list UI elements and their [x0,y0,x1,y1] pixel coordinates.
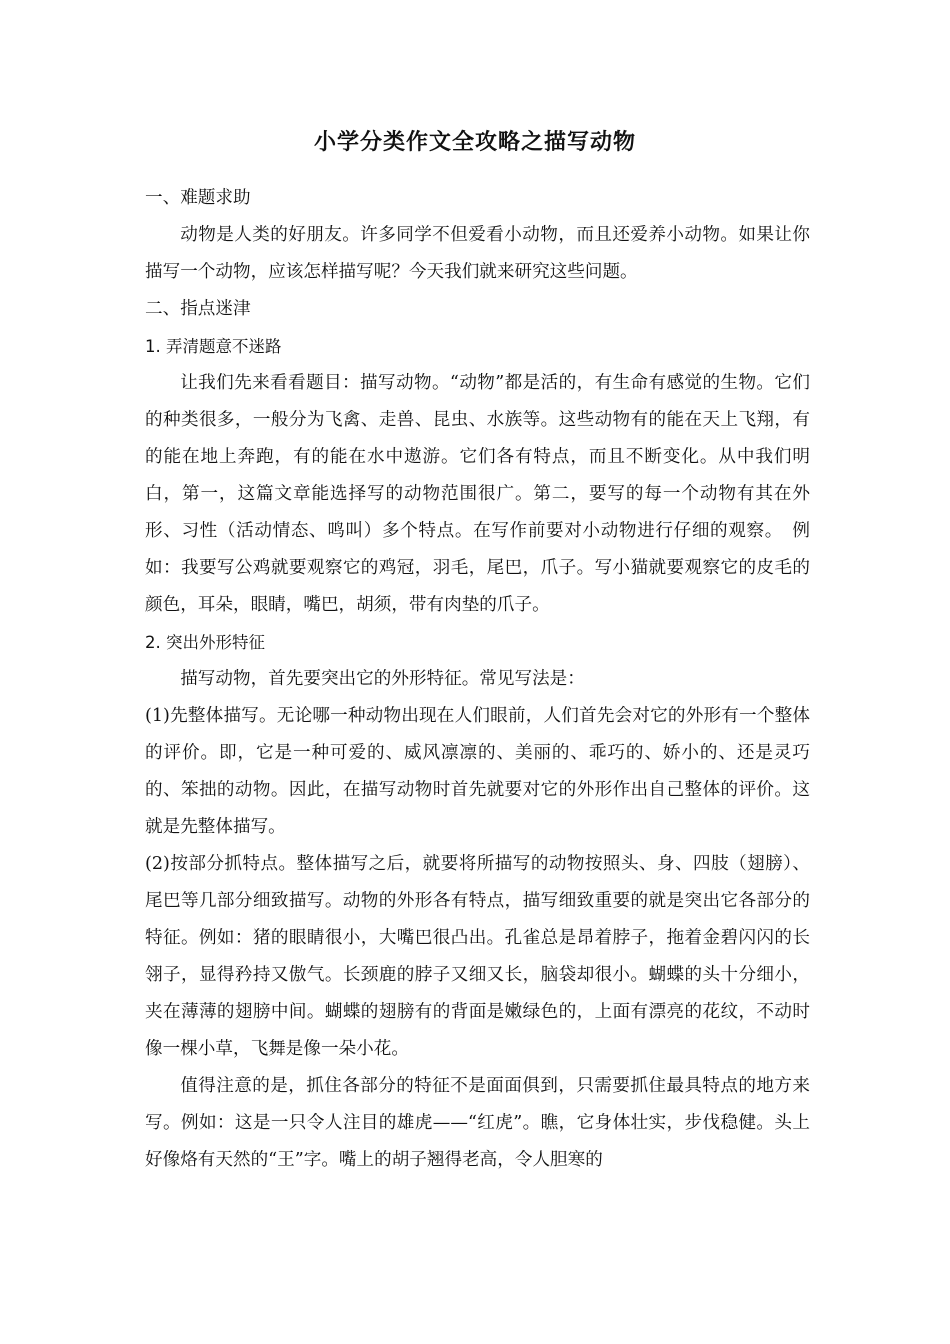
point-overall-description: (1)先整体描写。无论哪一种动物出现在人们眼前，人们首先会对它的外形有一个整体的评价。即，它是一种可爱的、威风凛凛的、美丽的、乖巧的、娇小的、还是灵巧的、笨拙的动物。因此，在描写动物时首先就要对它的外形作出自己整体的评价。这就是先整体描写。 [145,706,810,837]
document-body [145,180,810,1179]
subheading-appearance: 2. 突出外形特征 [145,633,265,652]
section-heading-problem: 一、难题求助 [145,188,251,208]
section-heading-guidance: 二、指点迷津 [145,299,251,319]
note-paragraph: 值得注意的是，抓住各部分的特征不是面面俱到，只需要抓住最具特点的地方来写。例如：这是一只令人注目的雄虎——“红虎”。瞧，它身体壮实，步伐稳健。头上好像烙有天然的“王”字。嘴上的胡子翘得老高，令人胆寒的 [145,1076,810,1170]
intro-paragraph: 动物是人类的好朋友。许多同学不但爱看小动物，而且还爱养小动物。如果让你描写一个动物，应该怎样描写呢？今天我们就来研究这些问题。 [145,225,810,282]
subheading-understand-topic: 1. 弄清题意不迷路 [145,337,282,356]
point-part-features: (2)按部分抓特点。整体描写之后，就要将所描写的动物按照头、身、四肢（翅膀）、尾巴等几部分细致描写。动物的外形各有特点，描写细致重要的就是突出它各部分的特征。例如：猪的眼睛很小，大嘴巴很凸出。孔雀总是昂着脖子，拖着金碧闪闪的长翎子，显得矜持又傲气。长颈鹿的脖子又细又长，脑袋却很小。蝴蝶的头十分细小，夹在薄薄的翅膀中间。蝴蝶的翅膀有的背面是嫩绿色的，上面有漂亮的花纹，不动时像一棵小草，飞舞是像一朵小花。 [145,854,810,1059]
appearance-intro-paragraph: 描写动物，首先要突出它的外形特征。常见写法是： [180,669,585,689]
document-title: 小学分类作文全攻略之描写动物 [313,130,636,155]
topic-analysis-paragraph: 让我们先来看看题目：描写动物。“动物”都是活的，有生命有感觉的生物。它们的种类很多，一般分为飞禽、走兽、昆虫、水族等。这些动物有的能在天上飞翔，有的能在地上奔跑，有的能在水中遨游。它们各有特点，而且不断变化。从中我们明白，第一，这篇文章能选择写的动物范围很广。第二，要写的每一个动物有其在外形、习性（活动情态、鸣叫）多个特点。在写作前要对小动物进行仔细的观察。 例如：我要写公鸡就要观察它的鸡冠，羽毛，尾巴，爪子。写小猫就要观察它的皮毛的颜色，耳朵，眼睛，嘴巴，胡须，带有肉垫的爪子。 [145,373,810,615]
